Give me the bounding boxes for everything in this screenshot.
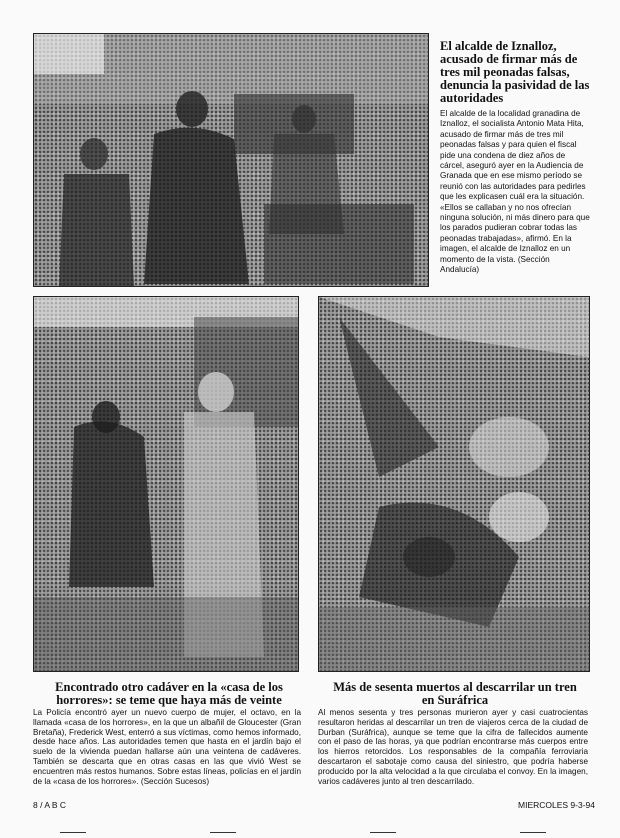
story-left-headline: Encontrado otro cadáver en la «casa de los horrores»: se teme que haya más de veinte <box>55 680 283 707</box>
story-left-body: La Policía encontró ayer un nuevo cuerpo de mujer, el octavo, en la llamada «casa de los horrores», en la que un albañil de Gloucester (Gran Bretaña), Frederick West, enterró a sus víctimas, como hemos informado, desde hace años. Las autoridades temen que hasta en el jardín bajo el suelo de la vivienda puedan hallarse aún una veintena de cadáveres. También se descarta que en otras casas en las que vivió West se encuentren más restos humanos. Sobre estas líneas, policías en el jardín de la «casa de los horrores». (Sección Sucesos) <box>33 708 301 786</box>
top-story-body: El alcalde de la localidad granadina de Iznalloz, el socialista Antonio Mata Hita, acusado de firmar más de tres mil peonadas falsas y para quien el fiscal pide una condena de diez años de cárcel, aseguró ayer en la Audiencia de Granada que en ese mismo período se reunió con las autoridades para pedirles que les explicasen cuál era la situación. «Ellos se callaban y no nos ofrecían ninguna solución, ni más dinero para que los parados pudieran cobrar todas las peonadas trabajadas», afirmó. En la imagen, el alcalde de Iznalloz en un momento de la vista. (Sección Andalucía) <box>440 109 590 275</box>
top-story <box>440 40 590 276</box>
issue-date: MIERCOLES 9-3-94 <box>518 800 595 810</box>
photo-train-victims <box>319 297 589 671</box>
top-story-headline: El alcalde de Iznalloz, acusado de firmar más de tres mil peonadas falsas, denuncia la pasividad de las autoridades <box>440 39 590 105</box>
photo-iznalloz-courtroom <box>33 33 429 287</box>
photo-iznalloz-figures <box>34 34 428 286</box>
crop-mark <box>210 832 236 833</box>
photo-police-garden <box>34 297 298 671</box>
page-number: 8 / A B C <box>33 800 67 810</box>
story-right-headline: Más de sesenta muertos al descarrilar un tren en Suráfrica <box>333 680 577 707</box>
crop-mark <box>370 832 396 833</box>
story-right-body: Al menos sesenta y tres personas murieron ayer y casi cuatrocientas resultaron heridas al descarrilar un tren de viajeros cerca de la ciudad de Durban (Suráfrica), aunque se teme que la cifra de fallecidos aumente con el paso de las horas, ya que podrían encontrarse más cuerpos entre los hierros retorcidos. Los responsables de la compañía ferroviaria descartaron el sabotaje como causa del siniestro, que podría haberse producido por la alta velocidad a la que circulaba el convoy. En la imagen, varios cadáveres junto al tren descarrilado. <box>318 708 588 786</box>
photo-house-of-horrors <box>33 296 299 672</box>
photo-train-derailment <box>318 296 590 672</box>
crop-mark <box>60 832 86 833</box>
crop-mark <box>520 832 546 833</box>
